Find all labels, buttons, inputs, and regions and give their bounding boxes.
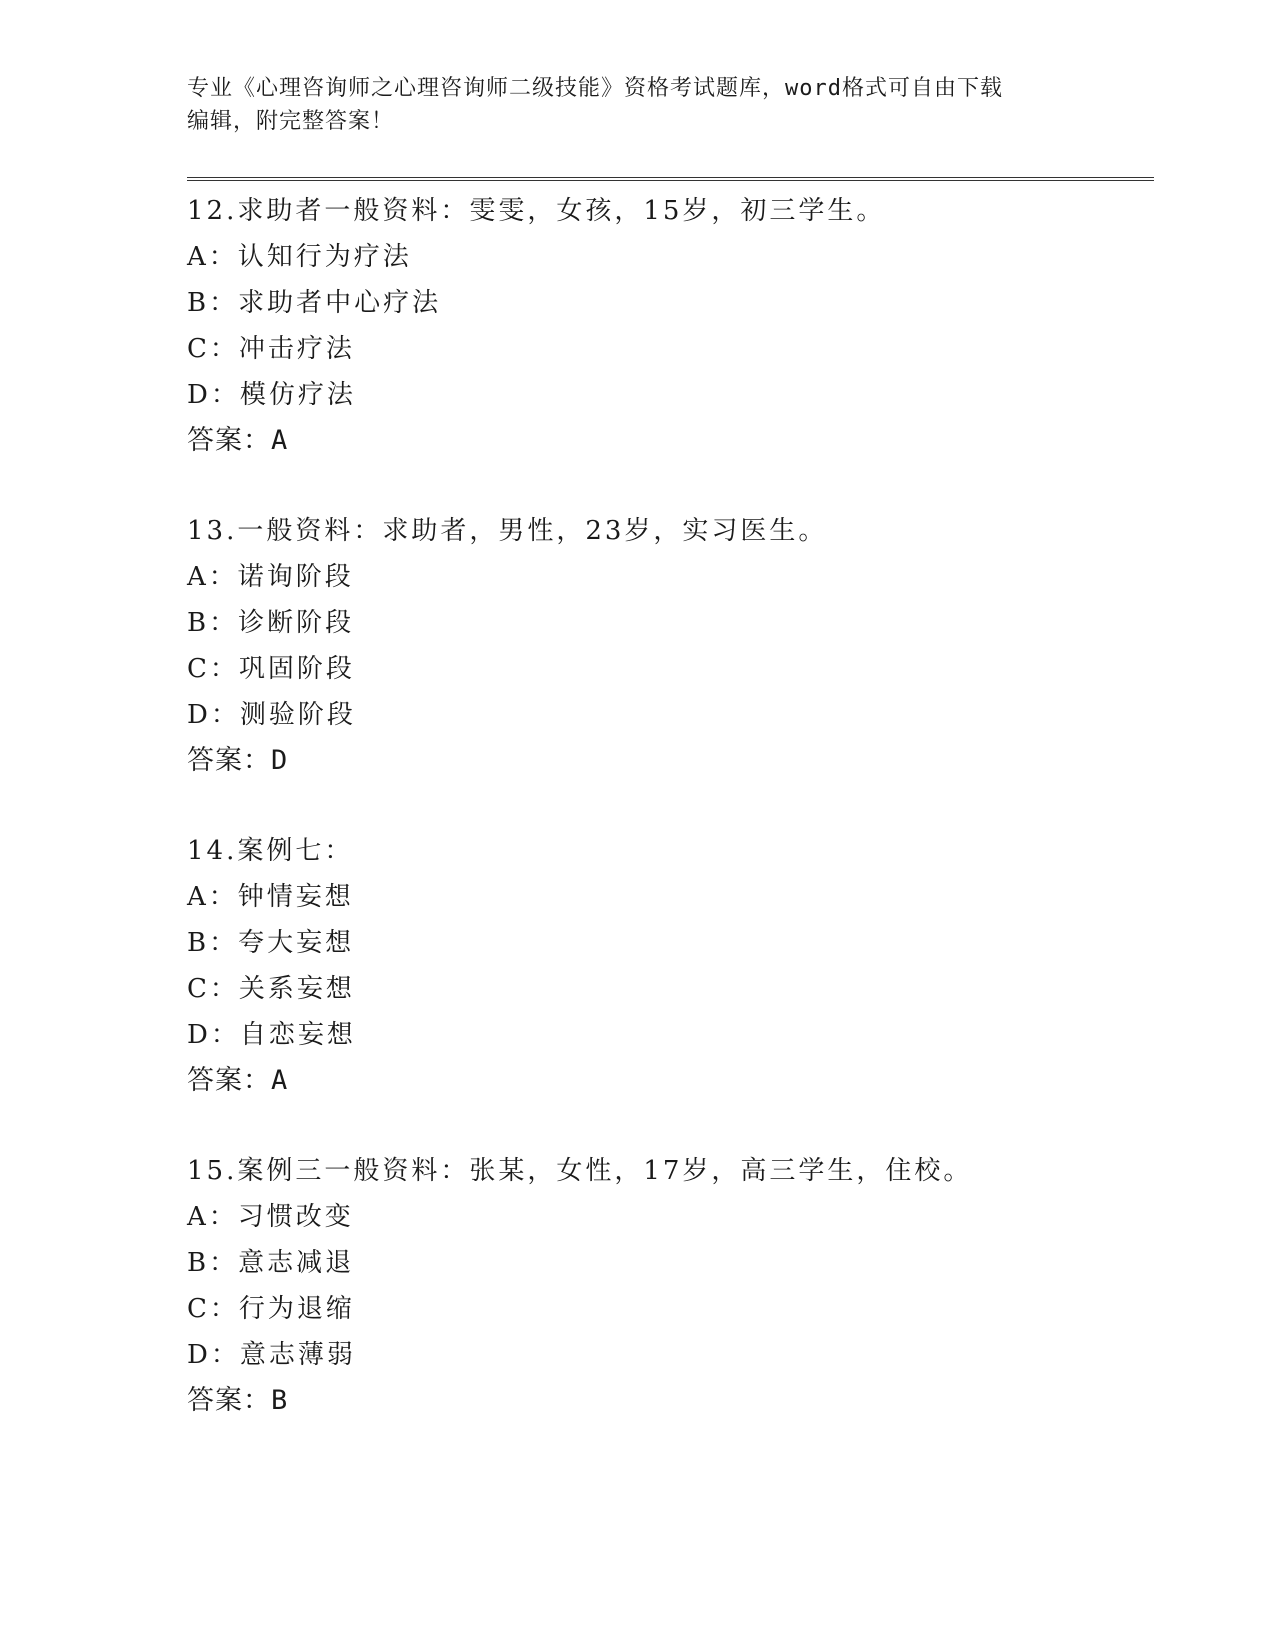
option-c: C：冲击疗法 <box>187 334 355 364</box>
question-stem: 14.案例七： <box>187 836 354 866</box>
question-stem: 15.案例三一般资料：张某，女性，17岁，高三学生，住校。 <box>187 1156 973 1186</box>
question-12 <box>187 188 1147 508</box>
option-d: D：意志薄弱 <box>187 1340 356 1370</box>
question-14 <box>187 828 1147 1148</box>
option-b: B：夸大妄想 <box>187 928 355 958</box>
option-a: A：认知行为疗法 <box>187 242 412 272</box>
answer: 答案：D <box>187 745 289 776</box>
question-list <box>187 188 1147 1468</box>
question-15 <box>187 1148 1147 1468</box>
option-b: B：求助者中心疗法 <box>187 288 442 318</box>
answer: 答案：A <box>187 425 289 456</box>
answer: 答案：B <box>187 1385 289 1416</box>
option-a: A：诺询阶段 <box>187 562 354 592</box>
option-c: C：关系妄想 <box>187 974 355 1004</box>
header-line-1: 专业《心理咨询师之心理咨询师二级技能》资格考试题库，word格式可自由下载 <box>187 76 1003 101</box>
question-stem: 12.求助者一般资料：雯雯，女孩，15岁，初三学生。 <box>187 196 886 226</box>
answer: 答案：A <box>187 1065 289 1096</box>
option-d: D：模仿疗法 <box>187 380 356 410</box>
document-header <box>187 72 1087 138</box>
question-stem: 13.一般资料：求助者，男性，23岁，实习医生。 <box>187 516 828 546</box>
question-13 <box>187 508 1147 828</box>
option-a: A：习惯改变 <box>187 1202 354 1232</box>
option-c: C：巩固阶段 <box>187 654 355 684</box>
option-d: D：测验阶段 <box>187 700 356 730</box>
header-line-2: 编辑，附完整答案！ <box>187 109 395 134</box>
header-divider <box>187 177 1154 181</box>
option-d: D：自恋妄想 <box>187 1020 356 1050</box>
option-c: C：行为退缩 <box>187 1294 355 1324</box>
option-a: A：钟情妄想 <box>187 882 354 912</box>
option-b: B：诊断阶段 <box>187 608 355 638</box>
option-b: B：意志减退 <box>187 1248 355 1278</box>
